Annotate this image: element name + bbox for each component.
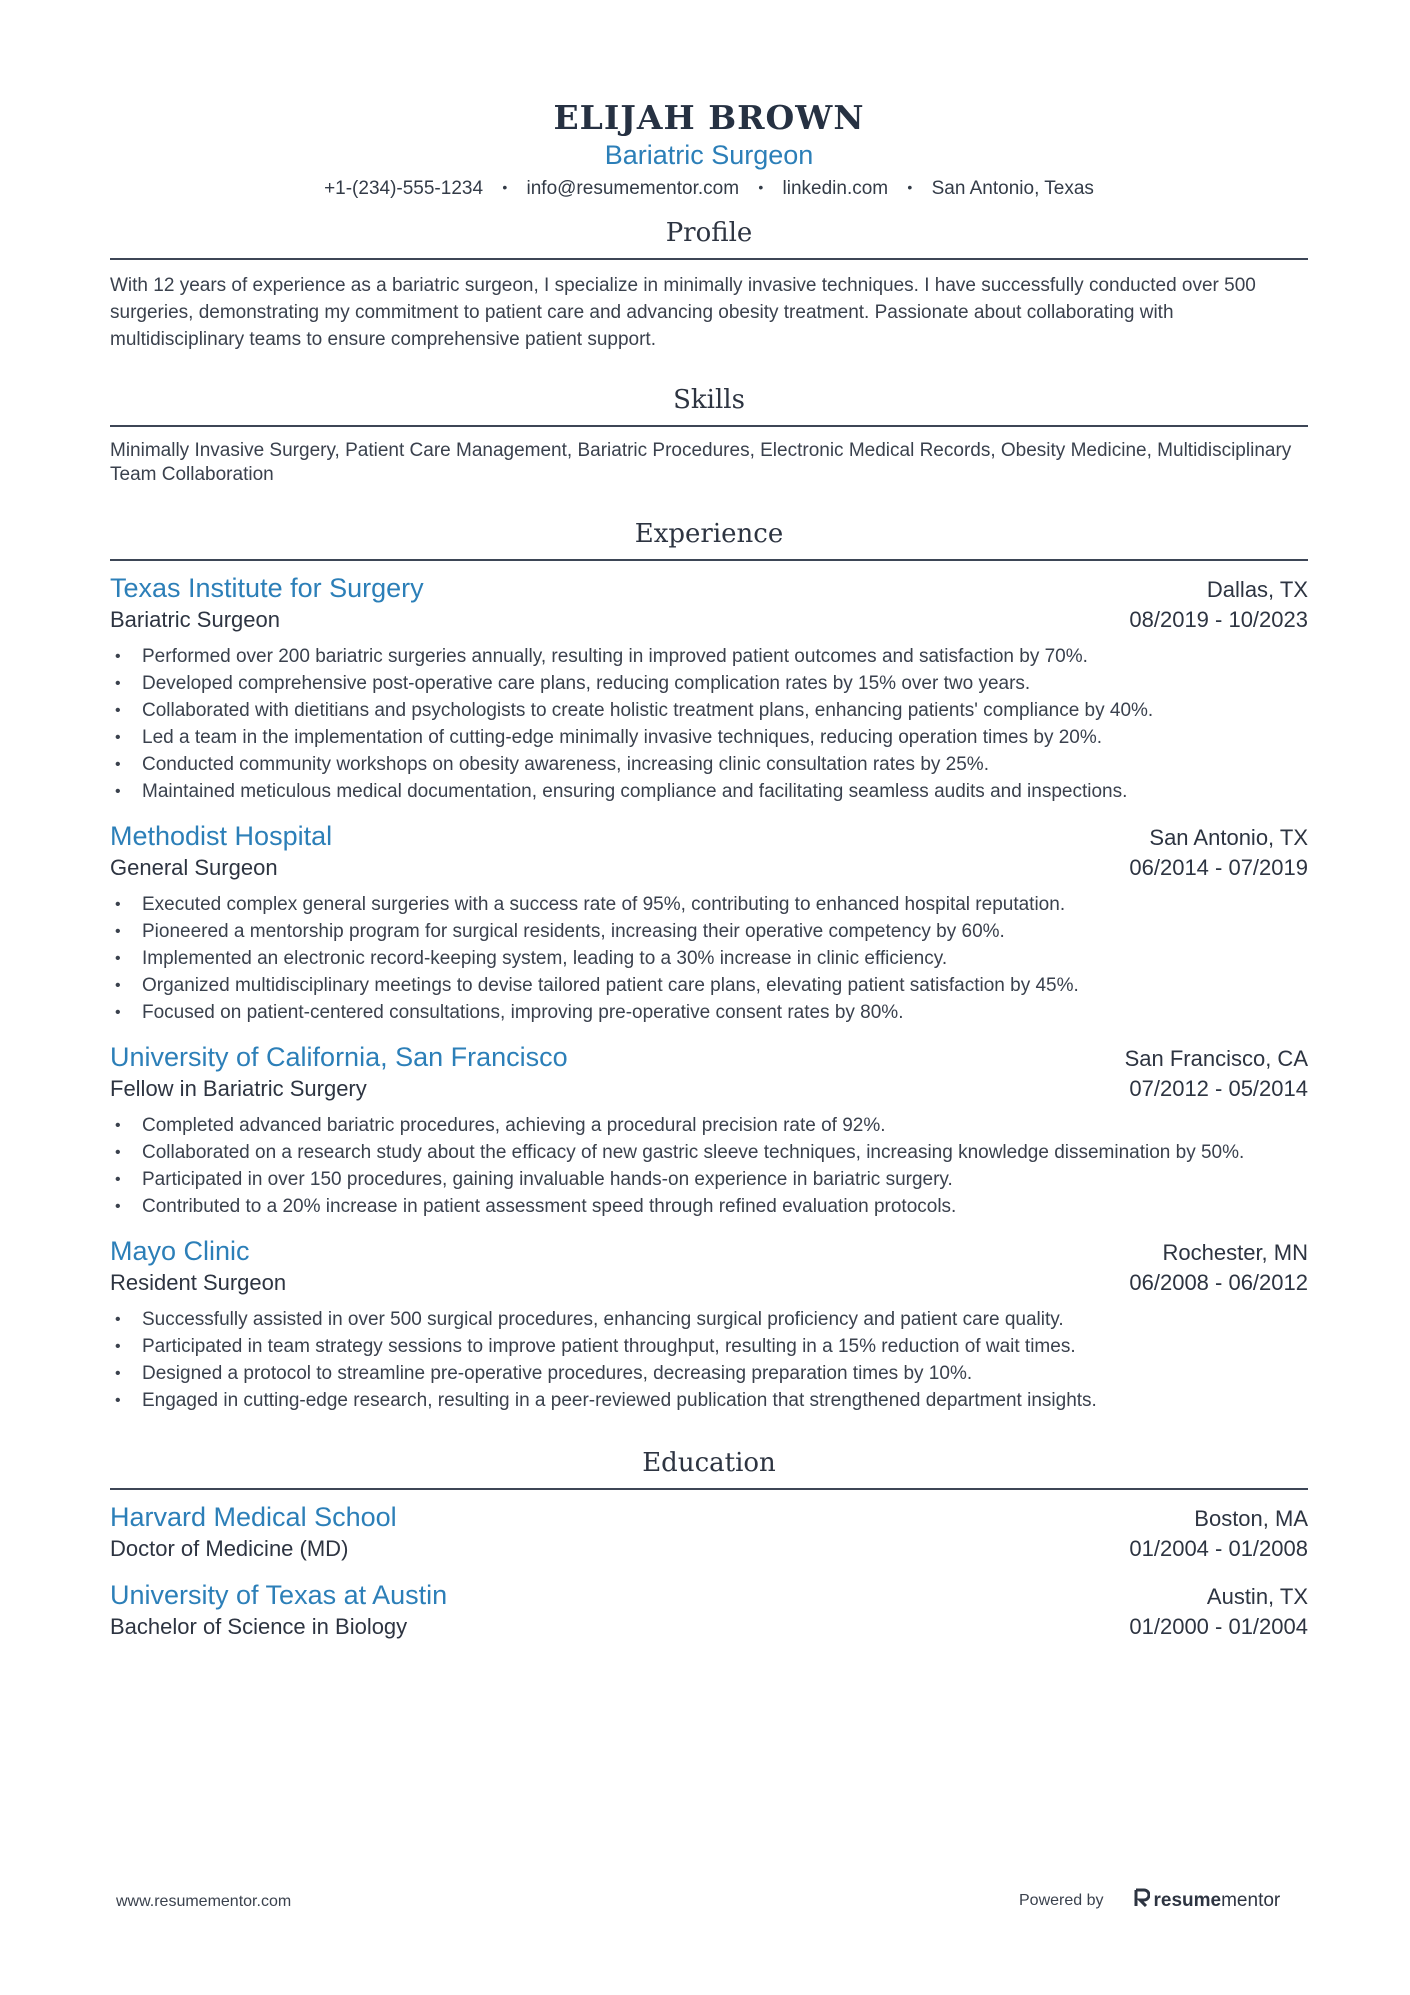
experience-bullets <box>110 1112 1308 1220</box>
education-location: Boston, MA <box>1194 1506 1308 1531</box>
contact-separator: • <box>907 179 913 195</box>
experience-location: San Francisco, CA <box>1124 1046 1308 1071</box>
contact-location: San Antonio, Texas <box>931 178 1094 199</box>
experience-entry <box>110 819 1308 1026</box>
contact-email[interactable]: info@resumementor.com <box>526 178 740 199</box>
education-degree: Doctor of Medicine (MD) <box>110 1536 349 1561</box>
education-entry <box>110 1578 1308 1642</box>
footer-powered <box>1019 1888 1280 1914</box>
profile-section <box>110 216 1308 353</box>
experience-location: San Antonio, TX <box>1149 825 1308 850</box>
contact-linkedin[interactable]: linkedin.com <box>782 178 889 199</box>
bullet-item: • Conducted community workshops on obesity awareness, increasing clinic consultation rates by 25%. <box>110 751 1308 778</box>
bullet-item: • Implemented an electronic record-keeping system, leading to a 30% increase in clinic efficiency. <box>110 945 1308 972</box>
candidate-role: Bariatric Surgeon <box>604 140 814 170</box>
skills-section <box>110 383 1308 487</box>
bullet-item: • Performed over 200 bariatric surgeries annually, resulting in improved patient outcomes and satisfaction by 70%. <box>110 643 1308 670</box>
contact-separator: • <box>758 179 764 195</box>
experience-dates: 06/2014 - 07/2019 <box>1129 855 1308 880</box>
bullet-item: • Pioneered a mentorship program for surgical residents, increasing their operative competency by 60%. <box>110 918 1308 945</box>
profile-text: With 12 years of experience as a bariatric surgeon, I specialize in minimally invasive techniques. I have successfully conducted over 500 surgeries, demonstrating my commitment to patient care and advancing obesity treatment. Passionate about collaborating with multidisciplinary teams to ensure comprehensive patient support. <box>110 275 1256 350</box>
bullet-item: • Contributed to a 20% increase in patient assessment speed through refined evaluation protocols. <box>110 1193 1308 1220</box>
brand-text-part2: mentor <box>1221 1890 1281 1911</box>
candidate-name: ELIJAH BROWN <box>553 98 865 137</box>
bullet-item: • Participated in team strategy sessions to improve patient throughput, resulting in a 15% reduction of wait times. <box>110 1333 1308 1360</box>
bullet-item: • Developed comprehensive post-operative care plans, reducing complication rates by 15% over two years. <box>110 670 1308 697</box>
skills-text: Minimally Invasive Surgery, Patient Care Management, Bariatric Procedures, Electronic Medical Records, Obesity Medicine, Multidisciplinary Team Collaboration <box>110 440 1292 485</box>
profile-heading: Profile <box>110 216 1308 260</box>
contact-line <box>110 174 1308 202</box>
experience-location: Rochester, MN <box>1162 1240 1308 1265</box>
bullet-item: • Completed advanced bariatric procedures, achieving a procedural precision rate of 92%. <box>110 1112 1308 1139</box>
education-heading: Education <box>110 1446 1308 1490</box>
contact-separator: • <box>502 179 508 195</box>
experience-location: Dallas, TX <box>1206 577 1308 602</box>
resumementor-logo-icon <box>1134 1888 1150 1914</box>
experience-dates: 08/2019 - 10/2023 <box>1129 607 1308 632</box>
bullet-item: • Maintained meticulous medical documentation, ensuring compliance and facilitating seamless audits and inspections. <box>110 778 1308 805</box>
experience-heading: Experience <box>110 517 1308 561</box>
experience-bullets <box>110 1306 1308 1414</box>
bullet-item: • Participated in over 150 procedures, gaining invaluable hands-on experience in bariatric surgery. <box>110 1166 1308 1193</box>
bullet-item: • Collaborated on a research study about the efficacy of new gastric sleeve techniques, increasing knowledge dissemination by 50%. <box>110 1139 1308 1166</box>
experience-bullets <box>110 891 1308 1026</box>
education-dates: 01/2000 - 01/2004 <box>1129 1614 1308 1639</box>
experience-title: General Surgeon <box>110 855 278 880</box>
footer-website[interactable]: www.resumementor.com <box>116 1893 292 1910</box>
contact-phone: +1-(234)-555-1234 <box>324 178 484 199</box>
education-section <box>110 1446 1308 1642</box>
experience-entry <box>110 1234 1308 1414</box>
brand-text-part1: resume <box>1153 1890 1222 1911</box>
bullet-item: • Collaborated with dietitians and psychologists to create holistic treatment plans, enhancing patients' compliance by 40%. <box>110 697 1308 724</box>
bullet-item: • Led a team in the implementation of cutting-edge minimally invasive techniques, reducing operation times by 20%. <box>110 724 1308 751</box>
experience-section <box>110 517 1308 1414</box>
experience-org: University of California, San Francisco <box>110 1042 568 1072</box>
experience-dates: 07/2012 - 05/2014 <box>1129 1076 1308 1101</box>
bullet-item: • Designed a protocol to streamline pre-operative procedures, decreasing preparation times by 10%. <box>110 1360 1308 1387</box>
education-degree: Bachelor of Science in Biology <box>110 1614 408 1639</box>
bullet-item: • Organized multidisciplinary meetings to devise tailored patient care plans, elevating patient satisfaction by 45%. <box>110 972 1308 999</box>
education-dates: 01/2004 - 01/2008 <box>1129 1536 1308 1561</box>
bullet-item: • Successfully assisted in over 500 surgical procedures, enhancing surgical proficiency and patient care quality. <box>110 1306 1308 1333</box>
experience-org: Methodist Hospital <box>110 821 333 851</box>
education-school: University of Texas at Austin <box>110 1580 448 1610</box>
resume-page <box>110 98 1308 1642</box>
bullet-item: • Focused on patient-centered consultations, improving pre-operative consent rates by 80%. <box>110 999 1308 1026</box>
experience-entry <box>110 1040 1308 1220</box>
powered-by-label: Powered by <box>1019 1892 1104 1909</box>
education-school: Harvard Medical School <box>110 1502 397 1532</box>
bullet-item: • Engaged in cutting-edge research, resulting in a peer-reviewed publication that strengthened department insights. <box>110 1387 1308 1414</box>
education-entry <box>110 1500 1308 1564</box>
experience-org: Mayo Clinic <box>110 1236 250 1266</box>
education-location: Austin, TX <box>1206 1584 1308 1609</box>
resume-header <box>110 98 1308 202</box>
brand-logo[interactable] <box>1134 1888 1281 1914</box>
bullet-item: • Executed complex general surgeries with a success rate of 95%, contributing to enhanced hospital reputation. <box>110 891 1308 918</box>
experience-org: Texas Institute for Surgery <box>110 573 424 603</box>
experience-title: Fellow in Bariatric Surgery <box>110 1076 367 1101</box>
experience-dates: 06/2008 - 06/2012 <box>1129 1270 1308 1295</box>
experience-entry <box>110 571 1308 805</box>
experience-bullets <box>110 643 1308 805</box>
skills-heading: Skills <box>110 383 1308 427</box>
experience-title: Resident Surgeon <box>110 1270 287 1295</box>
experience-title: Bariatric Surgeon <box>110 607 280 632</box>
